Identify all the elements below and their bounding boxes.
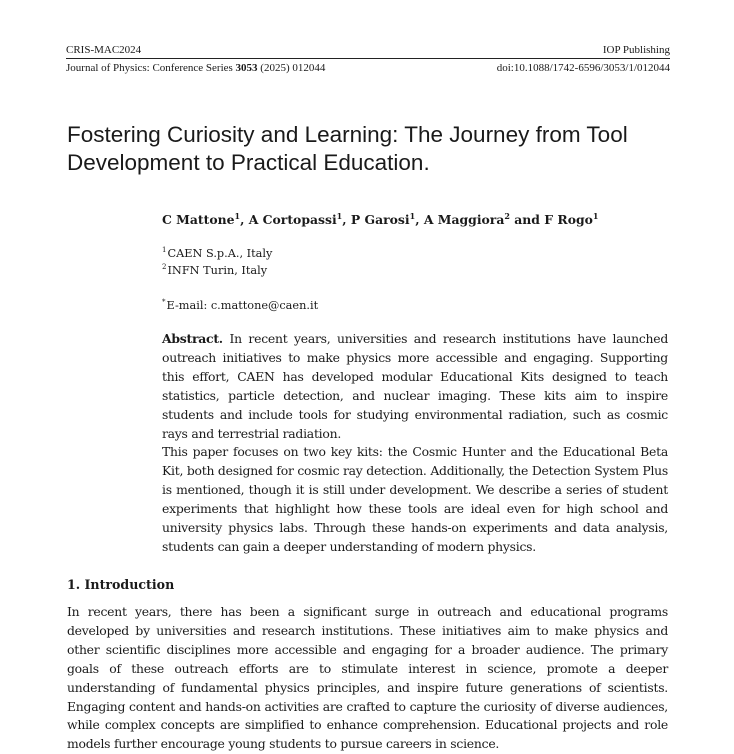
journal-line bbox=[66, 62, 670, 75]
affiliation-2: $^2$INFN Turin, Italy bbox=[162, 263, 268, 277]
doi-link[interactable]: doi:10.1088/1742-6596/3053/1/012044 bbox=[496, 62, 670, 74]
paper-title: Fostering Curiosity and Learning: The Journey from Tool Development to Practical Education. bbox=[67, 122, 628, 175]
author: A Maggiora$^2$ and bbox=[423, 210, 545, 227]
abstract-paragraph-1: Abstract. In recent years, universities and research institutions have launched outreach initiatives to make physics more accessible and engaging. Supporting this effort, CAEN has developed modular Educational Kits designed to teach statistics, particle detection, and nuclear imaging. These kits aim to inspire students and include tools for studying environmental radiation, such as cosmic rays and terrestrial radiation. bbox=[162, 331, 668, 441]
author-list bbox=[162, 212, 598, 228]
section-heading-introduction: 1. Introduction bbox=[67, 577, 175, 592]
abstract-block bbox=[162, 330, 668, 557]
corresponding-email: *E-mail: c.mattone@caen.it bbox=[162, 298, 319, 312]
author: P Garosi$^1$, bbox=[350, 210, 424, 227]
abstract-label: Abstract. bbox=[162, 331, 223, 346]
publisher-name: IOP Publishing bbox=[602, 44, 670, 56]
running-header bbox=[66, 44, 670, 57]
affiliation-1: $^1$CAEN S.p.A., Italy bbox=[162, 246, 273, 260]
header-rule bbox=[66, 58, 670, 59]
author: C Mattone$^1$, bbox=[162, 210, 249, 227]
author: A Cortopassi$^1$, bbox=[248, 210, 351, 227]
journal-name: Journal of Physics: Conference Series bbox=[66, 62, 236, 74]
journal-year-article: (2025) 012044 bbox=[257, 62, 326, 74]
abstract-paragraph-2: This paper focuses on two key kits: the Cosmic Hunter and the Educational Beta Kit, both designed for cosmic ray detection. Additionally, the Detection System Plus is mentioned, though it is still under development. We describe a series of student experiments that highlight how these tools are ideal even for high school and university physics labs. Through these hands-on experiments and data analysis, students can gain a deeper understanding of modern physics. bbox=[162, 444, 668, 554]
author: F Rogo$^1$ bbox=[544, 210, 599, 227]
journal-volume: 3053 bbox=[235, 62, 258, 74]
introduction-paragraph: In recent years, there has been a significant surge in outreach and educational programs developed by universities and research institutions. These initiatives aim to make physics and other scientific disciplines more accessible and engaging for a broader audience. The primary goals of these outreach efforts are to stimulate interest in science, promote a deeper understanding of fundamental physics principles, and inspire future generations of scientists. Engaging content and hands-on activities are crafted to capture the curiosity of diverse audiences, while complex concepts are simplified to enhance comprehension. Educational projects and role models further encourage young students to pursue careers in science. bbox=[67, 604, 668, 752]
conference-name: CRIS-MAC2024 bbox=[66, 44, 142, 56]
journal-citation bbox=[66, 62, 325, 75]
